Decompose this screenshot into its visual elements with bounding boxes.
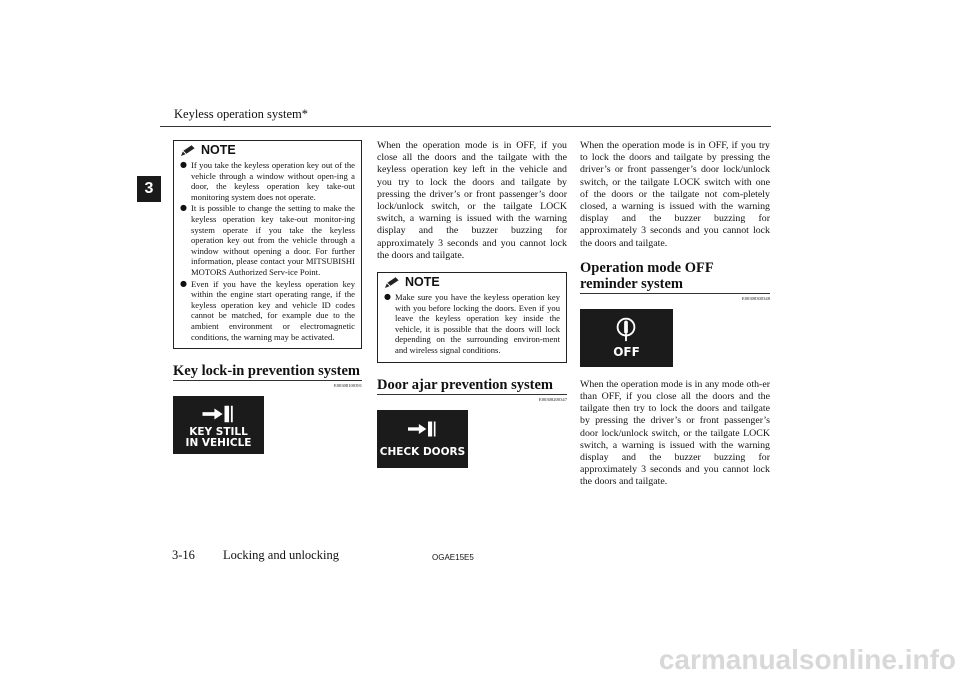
column-2 [377,140,567,468]
section-key-lock-in [173,363,362,388]
paragraph-door-ajar: When the operation mode is in OFF, if you try to lock the doors and tailgate by pressing the driver’s or front passenger’s door lock/unlock switch, or the tailgate LOCK switch with one of the doors or the tailgate not com-pletely closed, a warning is issued with the warning display and the buzzer buzzing for approximately 3 seconds and you cannot lock the doors and tailgate. [580,140,770,249]
display-line-1: KEY STILL [189,426,248,439]
footer-section-name: Locking and unlocking [223,548,339,562]
note-box-key-takeout [173,140,362,349]
note-item: ● Make sure you have the keyless operation key with you before locking the doors. Even if you leave the keyless operation key inside the vehicle, it is possible that the doors will lock depending on the surrounding environ-ment and wireless signal conditions. [384,292,560,355]
page-number: 3-16 [172,548,195,562]
display-text: CHECK DOORS [379,445,466,458]
check-doors-display [377,410,468,468]
note-label: NOTE [201,143,236,157]
header-rule [160,126,771,127]
display-text: OFF [613,344,640,359]
paragraph-key-lock-in: When the operation mode is in OFF, if you close all the doors and the tailgate with the keyless operation key left in the vehicle and you try to lock the doors and tailgate by pressing the driver’s or front passenger’s door lock/unlock switch, or the tailgate LOCK switch, a warning is issued with the warning display and the buzzer buzzing for approximately 3 seconds and you cannot lock the doors and tailgate. [377,140,567,261]
pencil-icon [384,276,402,289]
push-button-icon [612,315,640,343]
section-code: E00308200347 [538,396,567,402]
bullet-icon: ● [180,203,187,213]
note-item: ● Even if you have the keyless operation key within the engine start operating range, if the keyless operation key and vehicle ID codes cannot be matched, for example due to the ambient environment or electromagnetic conditions, the warning may be activated. [180,278,355,342]
pencil-icon [180,144,198,157]
note-label: NOTE [405,275,440,290]
section-title: Door ajar prevention system [377,377,567,395]
key-door-icon [199,403,239,425]
note-box-key-with-you [377,272,567,363]
chapter-tab: 3 [137,176,161,202]
bullet-icon: ● [384,292,391,302]
section-title: Key lock-in prevention system [173,363,361,380]
key-door-icon [403,419,443,439]
paragraph-off-reminder: When the operation mode is in any mode oth-er than OFF, if you close all the doors and the tailgate then try to lock the doors and tailgate by pressing the driver’s or front passenger’s door lock/unlock switch, or the tailgate LOCK switch, a warning is issued with the warning display and the buzzer buzzing for approximately 3 seconds and you cannot lock the doors and tailgate. [580,378,770,488]
watermark: carmanualsonline.info [658,644,956,675]
section-title: Operation mode OFF reminder system [580,260,770,294]
column-1 [173,140,362,454]
note-header [384,275,560,289]
bullet-icon: ● [180,278,187,288]
display-line-2: IN VEHICLE [185,437,252,450]
section-code: E00308300348 [741,295,770,301]
section-code: E00308100391 [333,383,362,389]
footer-doc-code: OGAE15E5 [432,553,474,562]
section-off-reminder [580,260,770,301]
column-3 [580,140,770,489]
note-item: ● If you take the keyless operation key out of the vehicle through a window without open-ing a door, the keyless operation key take-out monitoring system does not operate. [180,160,355,202]
section-door-ajar [377,377,567,402]
running-header-title: Keyless operation system* [174,107,309,121]
note-header [180,143,355,157]
off-display [580,309,673,367]
key-still-display [173,396,264,454]
note-item: ● It is possible to change the setting to make the keyless operation key take-out monitor-ing system operate if you take the keyless operation key out from the vehicle through a window without opening a door. For further information, please contact your MITSUBISHI MOTORS Authorized Serv-ice Point. [180,203,355,277]
bullet-icon: ● [180,160,187,169]
